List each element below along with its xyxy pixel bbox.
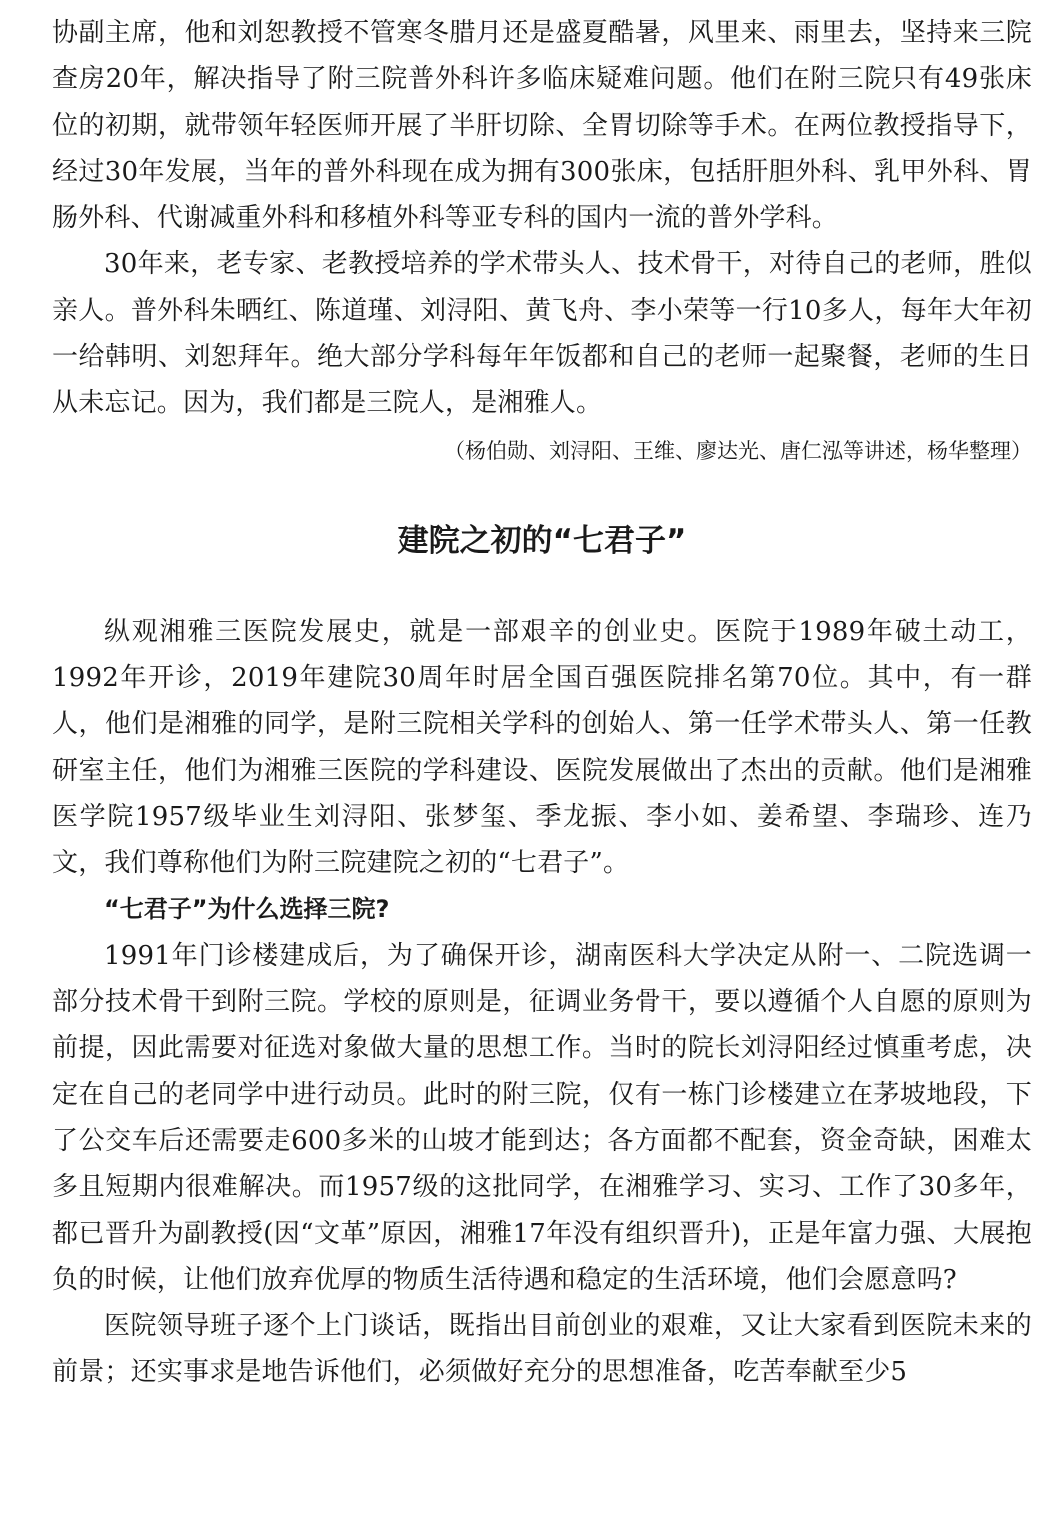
- body-paragraph: 纵观湘雅三医院发展史，就是一部艰辛的创业史。医院于1989年破土动工，1992年开诊，2019年建院30周年时居全国百强医院排名第70位。其中，有一群人，他们是湘雅的同学，是附三院相关学科的创始人、第一任学术带头人、第一任教研室主任，他们为湘雅三医院的学科建设、医院发展做出了杰出的贡献。他们是湘雅医学院1957级毕业生刘浔阳、张梦玺、季龙振、李小如、姜希望、李瑞珍、连乃文，我们尊称他们为附三院建院之初的“七君子”。: [52, 616, 1032, 879]
- attribution-credit: （杨伯勋、刘浔阳、王维、廖达光、唐仁泓等讲述，杨华整理）: [444, 438, 1032, 463]
- body-paragraph: 协副主席，他和刘恕教授不管寒冬腊月还是盛夏酷暑，风里来、雨里去，坚持来三院查房20年，解决指导了附三院普外科许多临床疑难问题。他们在附三院只有49张床位的初期，就带领年轻医师开展了半肝切除、全胃切除等手术。在两位教授指导下，经过30年发展，当年的普外科现在成为拥有300张床，包括肝胆外科、乳甲外科、胃肠外科、代谢减重外科和移植外科等亚专科的国内一流的普外学科。: [52, 18, 1032, 234]
- section-title: 建院之初的“七君子”: [397, 522, 687, 559]
- body-paragraph: 1991年门诊楼建成后，为了确保开诊，湖南医科大学决定从附一、二院选调一部分技术骨干到附三院。学校的原则是，征调业务骨干，要以遵循个人自愿的原则为前提，因此需要对征选对象做大量的思想工作。当时的院长刘浔阳经过慎重考虑，决定在自己的老同学中进行动员。此时的附三院，仅有一栋门诊楼建立在茅坡地段，下了公交车后还需要走600多米的山坡才能到达；各方面都不配套，资金奇缺，困难太多且短期内很难解决。而1957级的这批同学，在湘雅学习、实习、工作了30多年，都已晋升为副教授(因“文革”原因，湘雅17年没有组织晋升)，正是年富力强、大展抱负的时候，让他们放弃优厚的物质生活待遇和稳定的生活环境，他们会愿意吗?: [52, 940, 1032, 1295]
- body-paragraph: 30年来，老专家、老教授培养的学术带头人、技术骨干，对待自己的老师，胜似亲人。普外科朱晒红、陈道瑾、刘浔阳、黄飞舟、李小荣等一行10多人，每年大年初一给韩明、刘恕拜年。绝大部分学科每年年饭都和自己的老师一起聚餐，老师的生日从未忘记。因为，我们都是三院人，是湘雅人。: [52, 249, 1032, 419]
- subheading: “七君子”为什么选择三院?: [104, 895, 390, 924]
- document-page: [52, 10, 1032, 1396]
- body-paragraph: 医院领导班子逐个上门谈话，既指出目前创业的艰难，又让大家看到医院未来的前景；还实事求是地告诉他们，必须做好充分的思想准备，吃苦奉献至少5: [52, 1311, 1032, 1388]
